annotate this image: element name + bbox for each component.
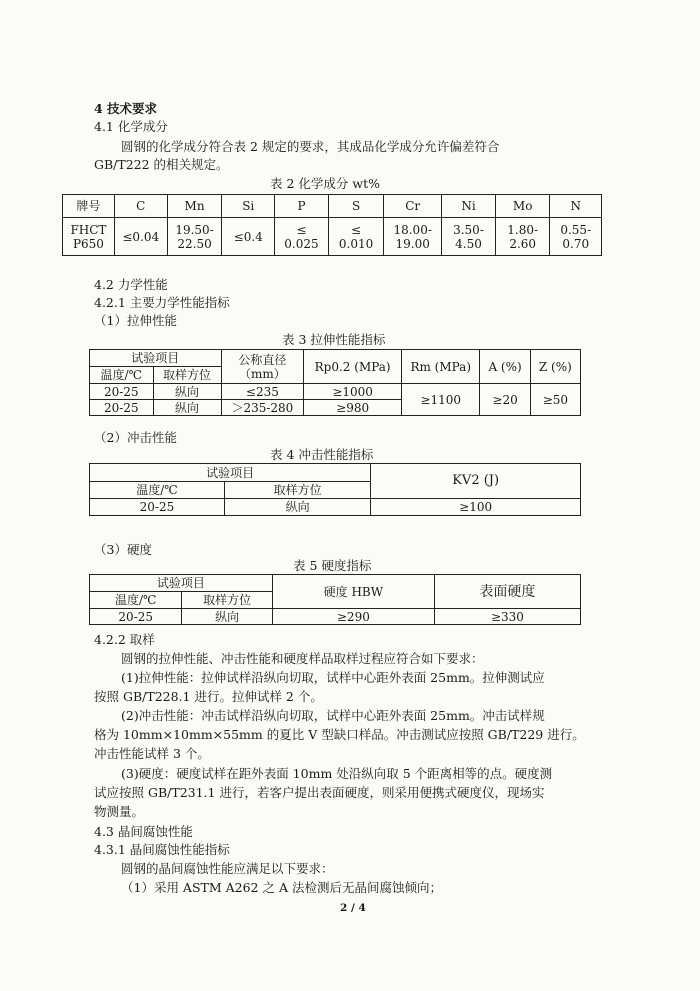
- table-4-temp-value: 20-25: [90, 499, 225, 516]
- table-3-a-header: A (%): [480, 350, 530, 384]
- table-3-rm-header: Rm (MPa): [402, 350, 480, 384]
- table-2-cell-s: ≤ 0.010: [328, 218, 383, 256]
- sampling-line: 物测量。: [94, 804, 145, 819]
- table-2-cell-ni: 3.50- 4.50: [442, 218, 496, 256]
- sampling-line: 冲击性能试样 3 个。: [94, 746, 210, 761]
- section-4-3-1-title: 4.3.1 晶间腐蚀性能指标: [94, 842, 230, 857]
- table-3-row-2-orient: 纵向: [153, 400, 221, 416]
- section-4-3-1-item-1: （1）采用 ASTM A262 之 A 法检测后无晶间腐蚀倾向；: [121, 880, 442, 895]
- table-2-header-cell: N: [550, 195, 602, 218]
- hardness-subtitle: （3）硬度: [94, 542, 152, 557]
- table-2-header-cell: S: [328, 195, 383, 218]
- table-2-header-cell: Cr: [384, 195, 442, 218]
- tensile-subtitle: （1）拉伸性能: [94, 313, 177, 328]
- table-3-tensile: [89, 349, 581, 416]
- table-3-rm-value: ≥1100: [402, 384, 480, 416]
- table-4-temp-header: 温度/℃: [90, 482, 225, 499]
- table-3-row-1-rp: ≥1000: [304, 384, 402, 400]
- table-3-row-2-rp: ≥980: [304, 400, 402, 416]
- table-3-diameter-header: 公称直径 （mm）: [221, 350, 304, 384]
- table-2-cell-c: ≤0.04: [114, 218, 167, 256]
- table-2-header-cell: P: [275, 195, 329, 218]
- section-4-3-title: 4.3 晶间腐蚀性能: [94, 824, 193, 839]
- table-2-header-cell: Mo: [495, 195, 550, 218]
- page-number: 2 / 4: [340, 902, 366, 914]
- table-4-kv-value: ≥100: [371, 499, 581, 516]
- table-5-test-item: 试验项目: [90, 575, 273, 592]
- table-2-caption: 表 2 化学成分 wt%: [270, 176, 380, 191]
- table-2-header-cell: 牌号: [63, 195, 115, 218]
- table-3-row-1-orient: 纵向: [153, 384, 221, 400]
- table-2-cell-p: ≤ 0.025: [275, 218, 329, 256]
- table-2-cell-mo: 1.80- 2.60: [495, 218, 550, 256]
- table-3-row-1-diameter: ≤235: [221, 384, 304, 400]
- table-3-caption: 表 3 拉伸性能指标: [282, 332, 386, 347]
- table-2-cell-n: 0.55- 0.70: [550, 218, 602, 256]
- table-5-hbw-header: 硬度 HBW: [272, 575, 434, 609]
- table-2-cell-grade: FHCT P650: [63, 218, 115, 256]
- sampling-line: (2)冲击性能：冲击试样沿纵向切取，试样中心距外表面 25mm。冲击试样规: [121, 708, 545, 723]
- section-4-3-1-paragraph: 圆钢的晶间腐蚀性能应满足以下要求：: [121, 861, 334, 876]
- table-5-surface-header: 表面硬度: [434, 575, 580, 609]
- section-4-1-paragraph-line-1: 圆钢的化学成分符合表 2 规定的要求，其成品化学成分允许偏差符合: [121, 139, 500, 154]
- table-5-hardness: [89, 574, 581, 625]
- table-2-header-cell: C: [114, 195, 167, 218]
- table-4-orient-header: 取样方位: [224, 482, 370, 499]
- table-5-surface-value: ≥330: [434, 609, 580, 625]
- table-5-temp-value: 20-25: [90, 609, 182, 625]
- table-3-test-item: 试验项目: [90, 350, 222, 367]
- sampling-line: (1)拉伸性能：拉伸试样沿纵向切取，试样中心距外表面 25mm。拉伸测试应: [121, 670, 545, 685]
- impact-subtitle: （2）冲击性能: [94, 430, 177, 445]
- table-2-chemical-composition: [62, 194, 602, 256]
- table-2-header-cell: Si: [222, 195, 275, 218]
- table-5-orient-value: 纵向: [182, 609, 272, 625]
- sampling-line: 试应按照 GB/T231.1 进行，若客户提出表面硬度，则采用便携式硬度仪，现场实: [94, 785, 545, 800]
- table-3-row-2-temp: 20-25: [90, 400, 154, 416]
- table-4-test-item: 试验项目: [90, 464, 371, 482]
- table-4-kv-header: KV2 (J): [371, 464, 581, 499]
- table-2-header-cell: Mn: [167, 195, 222, 218]
- table-3-z-value: ≥50: [530, 384, 580, 416]
- section-4-1-paragraph-line-2: GB/T222 的相关规定。: [94, 157, 229, 172]
- table-2-cell-cr: 18.00- 19.00: [384, 218, 442, 256]
- section-4-title: 4 技术要求: [94, 101, 158, 116]
- table-2-cell-mn: 19.50- 22.50: [167, 218, 222, 256]
- table-2-cell-si: ≤0.4: [222, 218, 275, 256]
- sampling-line: (3)硬度：硬度试样在距外表面 10mm 处沿纵向取 5 个距离相等的点。硬度测: [121, 766, 553, 781]
- section-4-1-title: 4.1 化学成分: [94, 119, 168, 134]
- table-3-rp-header: Rp0.2 (MPa): [304, 350, 402, 384]
- sampling-line: 按照 GB/T228.1 进行。拉伸试样 2 个。: [94, 689, 323, 704]
- table-4-caption: 表 4 冲击性能指标: [270, 447, 374, 462]
- table-2-header-cell: Ni: [442, 195, 496, 218]
- table-3-temp-header: 温度/℃: [90, 367, 154, 384]
- table-5-hbw-value: ≥290: [272, 609, 434, 625]
- section-4-2-title: 4.2 力学性能: [94, 277, 168, 292]
- table-3-z-header: Z (%): [530, 350, 580, 384]
- table-3-row-1-temp: 20-25: [90, 384, 154, 400]
- table-4-orient-value: 纵向: [224, 499, 370, 516]
- table-3-row-2-diameter: ＞235-280: [221, 400, 304, 416]
- table-5-temp-header: 温度/℃: [90, 592, 182, 609]
- section-4-2-2-title: 4.2.2 取样: [94, 632, 155, 647]
- table-5-orient-header: 取样方位: [182, 592, 272, 609]
- sampling-line: 圆钢的拉伸性能、冲击性能和硬度样品取样过程应符合如下要求：: [121, 651, 484, 666]
- table-4-impact: [89, 463, 581, 516]
- section-4-2-1-title: 4.2.1 主要力学性能指标: [94, 295, 230, 310]
- sampling-line: 格为 10mm×10mm×55mm 的夏比 V 型缺口样品。冲击测试应按照 GB/T229 进行。: [94, 727, 585, 742]
- table-3-a-value: ≥20: [480, 384, 530, 416]
- table-3-orient-header: 取样方位: [153, 367, 221, 384]
- table-5-caption: 表 5 硬度指标: [293, 558, 372, 573]
